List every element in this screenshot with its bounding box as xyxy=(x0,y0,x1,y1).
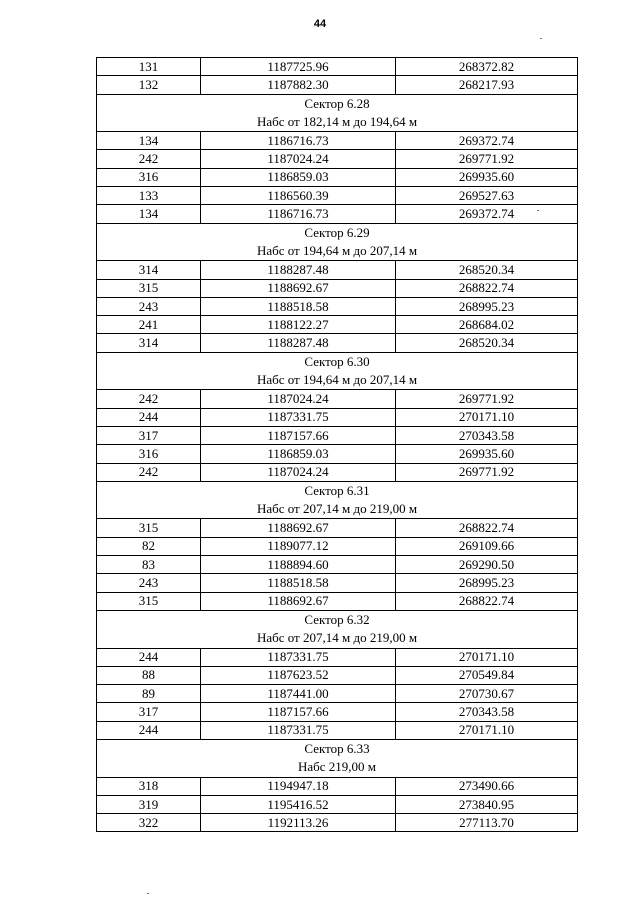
y-coordinate-cell: 270343.58 xyxy=(396,426,578,444)
table-row xyxy=(97,648,578,666)
x-coordinate-cell: 1187441.00 xyxy=(201,685,396,703)
y-coordinate-cell: 270171.10 xyxy=(396,721,578,739)
y-coordinate-cell: 270730.67 xyxy=(396,685,578,703)
x-coordinate-cell: 1187157.66 xyxy=(201,426,396,444)
x-coordinate-cell: 1192113.26 xyxy=(201,814,396,832)
sector-header-cell xyxy=(97,739,578,777)
sector-title: Сектор 6.32 xyxy=(304,612,370,628)
point-number-cell: 89 xyxy=(97,685,201,703)
y-coordinate-cell: 269527.63 xyxy=(396,187,578,205)
table-row xyxy=(97,592,578,610)
table-row xyxy=(97,666,578,684)
y-coordinate-cell: 269372.74 xyxy=(396,205,578,223)
table-row xyxy=(97,132,578,150)
x-coordinate-cell: 1187024.24 xyxy=(201,150,396,168)
point-number-cell: 315 xyxy=(97,592,201,610)
point-number-cell: 242 xyxy=(97,390,201,408)
table-row xyxy=(97,390,578,408)
point-number-cell: 134 xyxy=(97,132,201,150)
point-number-cell: 315 xyxy=(97,279,201,297)
table-row xyxy=(97,445,578,463)
sector-height-range: Набс от 207,14 м до 219,00 м xyxy=(256,630,418,646)
point-number-cell: 241 xyxy=(97,316,201,334)
x-coordinate-cell: 1186859.03 xyxy=(201,168,396,186)
point-number-cell: 133 xyxy=(97,187,201,205)
table-row xyxy=(97,187,578,205)
table-row xyxy=(97,316,578,334)
point-number-cell: 316 xyxy=(97,168,201,186)
sector-title: Сектор 6.33 xyxy=(304,741,370,757)
point-number-cell: 132 xyxy=(97,76,201,94)
x-coordinate-cell: 1188518.58 xyxy=(201,574,396,592)
y-coordinate-cell: 277113.70 xyxy=(396,814,578,832)
y-coordinate-cell: 269935.60 xyxy=(396,445,578,463)
point-number-cell: 243 xyxy=(97,574,201,592)
table-row xyxy=(97,703,578,721)
table-row xyxy=(97,537,578,555)
x-coordinate-cell: 1188518.58 xyxy=(201,297,396,315)
table-row xyxy=(97,814,578,832)
y-coordinate-cell: 270549.84 xyxy=(396,666,578,684)
y-coordinate-cell: 270171.10 xyxy=(396,408,578,426)
table-row xyxy=(97,205,578,223)
sector-header-cell xyxy=(97,481,578,519)
x-coordinate-cell: 1187331.75 xyxy=(201,721,396,739)
y-coordinate-cell: 269290.50 xyxy=(396,556,578,574)
x-coordinate-cell: 1186716.73 xyxy=(201,205,396,223)
y-coordinate-cell: 268520.34 xyxy=(396,334,578,352)
table-row xyxy=(97,685,578,703)
table-row xyxy=(97,261,578,279)
x-coordinate-cell: 1194947.18 xyxy=(201,777,396,795)
point-number-cell: 315 xyxy=(97,519,201,537)
table-row xyxy=(97,150,578,168)
x-coordinate-cell: 1187024.24 xyxy=(201,463,396,481)
y-coordinate-cell: 269771.92 xyxy=(396,390,578,408)
sector-title: Сектор 6.30 xyxy=(304,354,370,370)
table-row xyxy=(97,777,578,795)
table-row xyxy=(97,279,578,297)
table-row xyxy=(97,519,578,537)
table-row xyxy=(97,297,578,315)
sector-height-range: Набс от 194,64 м до 207,14 м xyxy=(256,372,418,388)
point-number-cell: 316 xyxy=(97,445,201,463)
x-coordinate-cell: 1187157.66 xyxy=(201,703,396,721)
sector-header-row xyxy=(97,481,578,519)
x-coordinate-cell: 1188692.67 xyxy=(201,279,396,297)
x-coordinate-cell: 1188287.48 xyxy=(201,261,396,279)
x-coordinate-cell: 1187024.24 xyxy=(201,390,396,408)
x-coordinate-cell: 1188894.60 xyxy=(201,556,396,574)
y-coordinate-cell: 268822.74 xyxy=(396,279,578,297)
y-coordinate-cell: 273840.95 xyxy=(396,795,578,813)
y-coordinate-cell: 270171.10 xyxy=(396,648,578,666)
point-number-cell: 88 xyxy=(97,666,201,684)
table-row xyxy=(97,463,578,481)
table-row xyxy=(97,721,578,739)
x-coordinate-cell: 1187623.52 xyxy=(201,666,396,684)
sector-header-row xyxy=(97,739,578,777)
page-number: 44 xyxy=(313,18,327,30)
table-row xyxy=(97,76,578,94)
y-coordinate-cell: 268995.23 xyxy=(396,297,578,315)
sector-header-cell xyxy=(97,610,578,648)
x-coordinate-cell: 1187882.30 xyxy=(201,76,396,94)
sector-header-row xyxy=(97,94,578,132)
point-number-cell: 243 xyxy=(97,297,201,315)
table-row xyxy=(97,334,578,352)
x-coordinate-cell: 1186716.73 xyxy=(201,132,396,150)
coordinates-table-body xyxy=(97,58,578,832)
point-number-cell: 134 xyxy=(97,205,201,223)
sector-header-cell xyxy=(97,223,578,261)
table-row xyxy=(97,795,578,813)
x-coordinate-cell: 1188692.67 xyxy=(201,592,396,610)
point-number-cell: 314 xyxy=(97,261,201,279)
table-row xyxy=(97,426,578,444)
table-row xyxy=(97,574,578,592)
x-coordinate-cell: 1188287.48 xyxy=(201,334,396,352)
x-coordinate-cell: 1186859.03 xyxy=(201,445,396,463)
point-number-cell: 244 xyxy=(97,408,201,426)
y-coordinate-cell: 268822.74 xyxy=(396,519,578,537)
y-coordinate-cell: 268372.82 xyxy=(396,58,578,76)
sector-height-range: Набс 219,00 м xyxy=(297,759,377,775)
point-number-cell: 317 xyxy=(97,426,201,444)
sector-title: Сектор 6.28 xyxy=(304,95,370,111)
table-row xyxy=(97,556,578,574)
point-number-cell: 131 xyxy=(97,58,201,76)
sector-height-range: Набс от 194,64 м до 207,14 м xyxy=(256,242,418,258)
y-coordinate-cell: 269372.74 xyxy=(396,132,578,150)
x-coordinate-cell: 1187331.75 xyxy=(201,648,396,666)
y-coordinate-cell: 268217.93 xyxy=(396,76,578,94)
point-number-cell: 83 xyxy=(97,556,201,574)
y-coordinate-cell: 269109.66 xyxy=(396,537,578,555)
y-coordinate-cell: 269935.60 xyxy=(396,168,578,186)
coordinates-table xyxy=(96,57,578,832)
sector-title: Сектор 6.31 xyxy=(304,483,370,499)
x-coordinate-cell: 1187725.96 xyxy=(201,58,396,76)
point-number-cell: 244 xyxy=(97,721,201,739)
sector-header-row xyxy=(97,352,578,390)
scan-speck xyxy=(537,210,539,211)
table-row xyxy=(97,168,578,186)
point-number-cell: 314 xyxy=(97,334,201,352)
point-number-cell: 242 xyxy=(97,463,201,481)
x-coordinate-cell: 1186560.39 xyxy=(201,187,396,205)
sector-header-cell xyxy=(97,94,578,132)
x-coordinate-cell: 1189077.12 xyxy=(201,537,396,555)
sector-header-row xyxy=(97,223,578,261)
table-row xyxy=(97,58,578,76)
y-coordinate-cell: 270343.58 xyxy=(396,703,578,721)
x-coordinate-cell: 1187331.75 xyxy=(201,408,396,426)
y-coordinate-cell: 273490.66 xyxy=(396,777,578,795)
table-row xyxy=(97,408,578,426)
point-number-cell: 319 xyxy=(97,795,201,813)
point-number-cell: 322 xyxy=(97,814,201,832)
point-number-cell: 244 xyxy=(97,648,201,666)
scan-speck xyxy=(147,893,149,894)
point-number-cell: 317 xyxy=(97,703,201,721)
sector-height-range: Набс от 182,14 м до 194,64 м xyxy=(256,113,418,129)
y-coordinate-cell: 268822.74 xyxy=(396,592,578,610)
sector-title: Сектор 6.29 xyxy=(304,224,370,240)
x-coordinate-cell: 1188122.27 xyxy=(201,316,396,334)
sector-height-range: Набс от 207,14 м до 219,00 м xyxy=(256,501,418,517)
y-coordinate-cell: 269771.92 xyxy=(396,463,578,481)
y-coordinate-cell: 268684.02 xyxy=(396,316,578,334)
y-coordinate-cell: 268520.34 xyxy=(396,261,578,279)
x-coordinate-cell: 1188692.67 xyxy=(201,519,396,537)
sector-header-row xyxy=(97,610,578,648)
point-number-cell: 82 xyxy=(97,537,201,555)
x-coordinate-cell: 1195416.52 xyxy=(201,795,396,813)
sector-header-cell xyxy=(97,352,578,390)
point-number-cell: 242 xyxy=(97,150,201,168)
y-coordinate-cell: 268995.23 xyxy=(396,574,578,592)
y-coordinate-cell: 269771.92 xyxy=(396,150,578,168)
scan-speck xyxy=(540,38,542,39)
point-number-cell: 318 xyxy=(97,777,201,795)
